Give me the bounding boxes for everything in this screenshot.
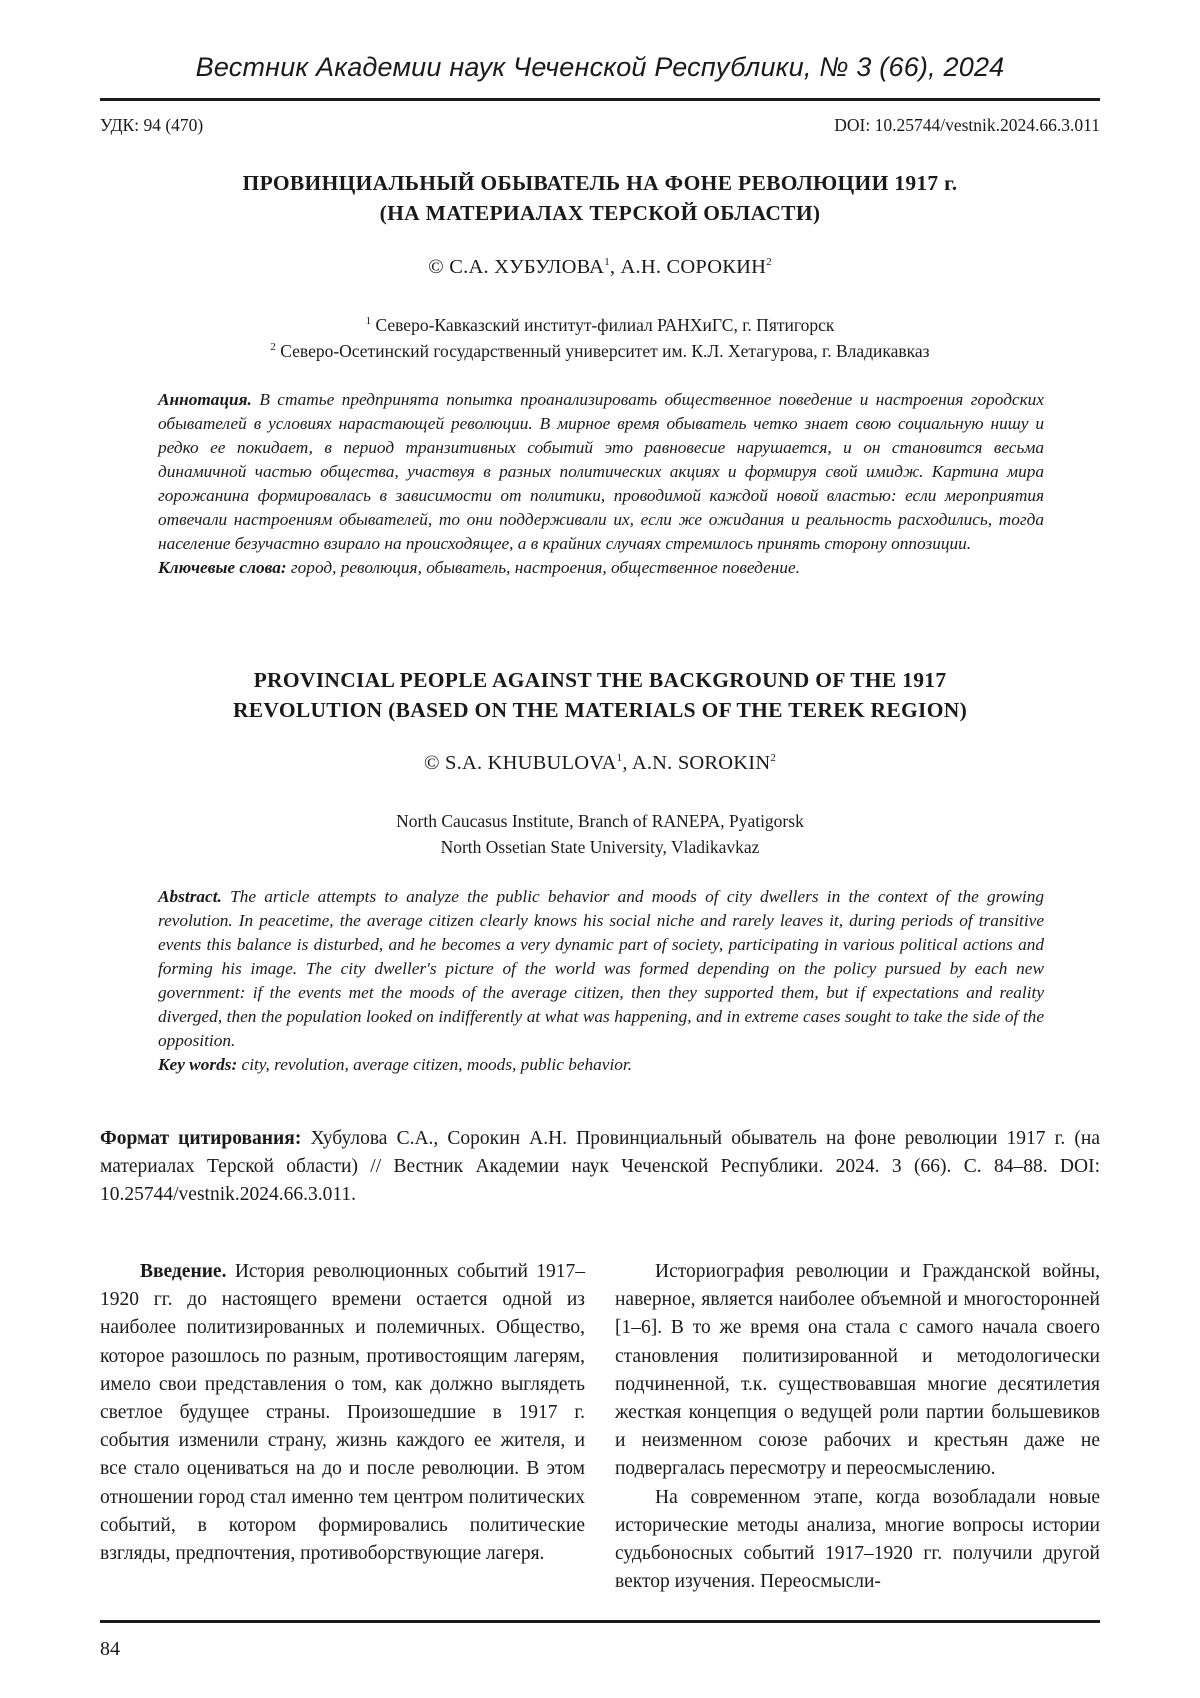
affiliation-ru-1: Северо-Кавказский институт-филиал РАНХиГС, г. Пятигорск [375, 315, 835, 335]
abstract-en [158, 885, 1044, 1077]
aff-ru-2-sup: 2 [270, 341, 276, 354]
abstract-ru-label: Аннотация. [158, 390, 252, 409]
body-text: История революционных событий 1917–1920 гг. до настоящего времени остается одной из наиболее политизированных и полемичных. Общество, которое разошлось по разным, противостоящим лагерям, имело свои представления о том, как должно выглядеть светлое будущее страны. Произошедшие в 1917 г. события изменили страну, жизнь каждого ее жителя, и все стало оцениваться на до и после революции. В этом отношении город стал именно тем центром политических событий, в котором формировались политические взгляды, предпочтения, противоборствующие лагеря. [100, 1261, 585, 1565]
aff-ru-1-sup: 1 [365, 315, 372, 328]
affiliation-ru-2: Северо-Осетинский государственный университет им. К.Л. Хетагурова, г. Владикавказ [280, 341, 930, 361]
header-rule [100, 98, 1100, 101]
citation-block [100, 1125, 1100, 1209]
body-paragraph: Историография революции и Гражданской войны, наверное, является наиболее объемной и многосторонней [1–6]. В то же время она стала с самого начала своего становления политизированной и методологически подчиненной, т.к. существовавшая многие десятилетия жесткая концепция о ведущей роли партии большевиков и неизменном союзе рабочих и крестьян даже не подвергалась пересмотру и переосмыслению. [615, 1261, 1100, 1480]
affiliations-ru [100, 312, 1100, 364]
abstract-en-label: Abstract. [158, 887, 222, 906]
keywords-ru-text: город, революция, обыватель, настроения, общественное поведение. [286, 558, 800, 577]
abstract-ru [158, 388, 1044, 580]
author-en-1-sup: 1 [616, 752, 623, 765]
journal-header: Вестник Академии наук Чеченской Республики, № 3 (66), 2024 [195, 52, 1005, 82]
title-en-line1: PROVINCIAL PEOPLE AGAINST THE BACKGROUND OF THE 1917 [253, 668, 947, 692]
body-column-left [100, 1258, 585, 1568]
section-heading-intro: Введение. [140, 1261, 227, 1282]
authors-ru [100, 256, 1100, 279]
title-ru-line1: ПРОВИНЦИАЛЬНЫЙ ОБЫВАТЕЛЬ НА ФОНЕ РЕВОЛЮЦИИ 1917 г. [242, 171, 958, 195]
body-paragraph [100, 1258, 585, 1568]
author-en-2: , A.N. SOROKIN [622, 752, 771, 774]
doi-link[interactable]: DOI: 10.25744/vestnik.2024.66.3.011 [834, 115, 1100, 135]
title-ru-line2: (НА МАТЕРИАЛАХ ТЕРСКОЙ ОБЛАСТИ) [379, 201, 821, 225]
footer-rule [100, 1620, 1100, 1623]
keywords-ru-label: Ключевые слова: [158, 558, 287, 577]
title-en-line2: REVOLUTION (BASED ON THE MATERIALS OF THE TEREK REGION) [232, 698, 968, 722]
article-title-ru [100, 168, 1100, 228]
author-ru-1: © С.А. ХУБУЛОВА [428, 256, 605, 278]
author-en-1: © S.A. KHUBULOVA [423, 752, 617, 774]
affiliations-en [100, 808, 1100, 860]
udk-code: УДК: 94 (470) [100, 115, 204, 135]
page-number: 84 [100, 1638, 120, 1660]
article-title-en [100, 665, 1100, 725]
author-ru-2: , А.Н. СОРОКИН [609, 256, 767, 278]
author-en-2-sup: 2 [770, 752, 777, 765]
body-paragraph: На современном этапе, когда возобладали новые исторические методы анализа, многие вопросы истории судьбоносных событий 1917–1920 гг. получили другой вектор изучения. Переосмысли- [615, 1486, 1100, 1593]
affiliation-en-1: North Caucasus Institute, Branch of RANEPA, Pyatigorsk [396, 811, 804, 831]
abstract-ru-text: В статье предпринята попытка проанализировать общественное поведение и настроения городских обывателей в условиях нарастающей революции. В мирное время обыватель четко знает свою социальную нишу и редко ее покидает, в период транзитивных событий это равновесие нарушается, и он становится весьма динамичной частью общества, участвуя в разных политических акциях и формируя свой имидж. Картина мира горожанина формировалась в зависимости от политики, проводимой каждой новой властью: если мероприятия отвечали настроениям обывателей, то они поддерживали их, если же ожидания и реальность расходились, тогда население безучастно взирало на происходящее, а в крайних случаях стремилось принять сторону оппозиции. [158, 390, 1044, 553]
authors-en [100, 752, 1100, 775]
affiliation-en-2: North Ossetian State University, Vladikavkaz [440, 837, 760, 857]
citation-label: Формат цитирования: [100, 1128, 302, 1149]
keywords-en-text: city, revolution, average citizen, moods, public behavior. [237, 1055, 633, 1074]
abstract-en-text: The article attempts to analyze the public behavior and moods of city dwellers in the context of the growing revolution. In peacetime, the average citizen clearly knows his social niche and rarely leaves it, during periods of transitive events this balance is disturbed, and he becomes a very dynamic part of society, participating in various political actions and forming his image. The city dweller's picture of the world was formed depending on the policy pursued by each new government: if the events met the moods of the average citizen, then they supported them, but if expectations and reality diverged, then the population looked on indifferently at what was happening, and in extreme cases sought to take the side of the opposition. [158, 887, 1044, 1050]
author-ru-2-sup: 2 [766, 256, 772, 269]
citation-text: Хубулова С.А., Сорокин А.Н. Провинциальный обыватель на фоне революции 1917 г. (на материалах Терской области) // Вестник Академии наук Чеченской Республики. 2024. 3 (66). С. 84–88. DOI: 10.25744/vestnik.2024.66.3.011. [100, 1128, 1100, 1205]
body-column-right [615, 1258, 1100, 1596]
author-ru-1-sup: 1 [604, 256, 610, 269]
keywords-en-label: Key words: [158, 1055, 238, 1074]
